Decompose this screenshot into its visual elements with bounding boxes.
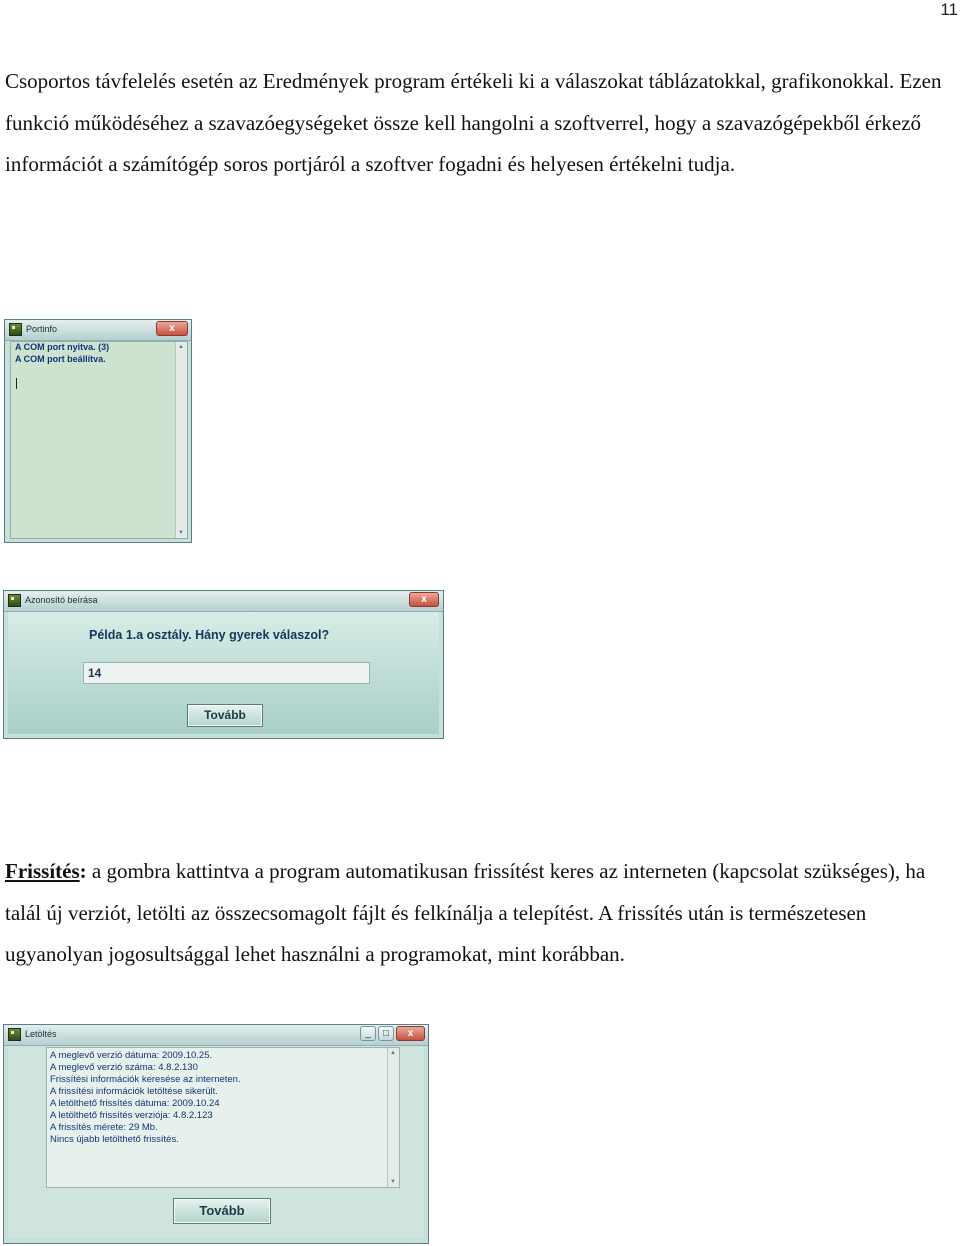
log-line: A meglevő verzió száma: 4.8.2.130 xyxy=(50,1062,198,1073)
portinfo-line-1: A COM port nyitva. (3) xyxy=(15,342,110,352)
maximize-button[interactable]: □ xyxy=(378,1026,394,1041)
update-text: a gombra kattintva a program automatikusan frissítést keres az interneten (kapcsolat szükséges), ha talál új verziót, letölti az összecsomagolt fájlt és felkínálja a telepítést. A frissítés után is természetesen ugyanolyan jogosultsággal lehet használni a programokat, mint korábban. xyxy=(5,859,926,966)
tovabb-button[interactable]: Tovább xyxy=(187,704,263,727)
app-icon xyxy=(8,594,21,607)
azonosito-title: Azonosító beírása xyxy=(25,595,98,605)
update-heading-colon: : xyxy=(79,859,87,883)
log-line: A frissítés mérete: 29 Mb. xyxy=(50,1122,158,1133)
log-line: A letölthető frissítés verziója: 4.8.2.123 xyxy=(50,1110,213,1121)
question-label: Példa 1.a osztály. Hány gyerek válaszol? xyxy=(89,628,330,642)
log-line: A frissítési információk letöltése sikerült. xyxy=(50,1086,218,1097)
scroll-down-arrow-icon[interactable]: ▼ xyxy=(390,1179,396,1185)
text-caret xyxy=(16,378,17,389)
scroll-up-arrow-icon[interactable]: ▲ xyxy=(390,1050,396,1056)
azonosito-window xyxy=(3,590,444,739)
update-paragraph xyxy=(5,851,955,976)
scroll-down-arrow-icon[interactable]: ▼ xyxy=(178,530,184,536)
close-button[interactable]: x xyxy=(409,592,439,607)
log-line: Nincs újabb letölthető frissítés. xyxy=(50,1134,179,1145)
intro-paragraph: Csoportos távfelelés esetén az Eredmények program értékeli ki a válaszokat táblázatokkal, grafikonokkal. Ezen funkció működéséhez a szavazóegységeket össze kell hangolni a szoftverrel, hogy a szavazógépekből érkező információt a számítógép soros portjáról a szoftver fogadni és helyesen értékelni tudja. xyxy=(5,69,942,176)
portinfo-text-area[interactable] xyxy=(10,341,188,539)
portinfo-line-2: A COM port beállítva. xyxy=(15,354,106,364)
log-line: A meglevő verzió dátuma: 2009.10.25. xyxy=(50,1050,213,1061)
update-log[interactable] xyxy=(46,1047,400,1188)
page-number: 11 xyxy=(940,0,958,19)
letoltes-window xyxy=(3,1024,429,1244)
tovabb-button[interactable]: Tovább xyxy=(173,1198,271,1224)
azonosito-titlebar[interactable] xyxy=(4,591,443,612)
portinfo-title: Portinfo xyxy=(26,324,58,334)
app-icon xyxy=(9,323,22,336)
letoltes-titlebar[interactable] xyxy=(4,1025,428,1046)
log-line: Frissítési információk keresése az interneten. xyxy=(50,1074,241,1085)
letoltes-title: Letöltés xyxy=(25,1029,57,1039)
vertical-scrollbar[interactable] xyxy=(175,342,187,538)
azonosito-body xyxy=(8,612,439,734)
letoltes-body xyxy=(8,1046,424,1239)
app-icon xyxy=(8,1028,21,1041)
close-button[interactable]: x xyxy=(156,321,188,336)
answer-count-input[interactable]: 14 xyxy=(83,662,370,684)
minimize-button[interactable]: _ xyxy=(360,1026,376,1041)
close-button[interactable]: x xyxy=(396,1026,425,1041)
scroll-up-arrow-icon[interactable]: ▲ xyxy=(178,344,184,350)
portinfo-titlebar[interactable] xyxy=(5,320,191,341)
log-line: A letölthető frissítés dátuma: 2009.10.24 xyxy=(50,1098,220,1109)
update-heading: Frissítés xyxy=(5,859,80,883)
portinfo-window xyxy=(4,319,192,543)
vertical-scrollbar[interactable] xyxy=(387,1048,399,1187)
